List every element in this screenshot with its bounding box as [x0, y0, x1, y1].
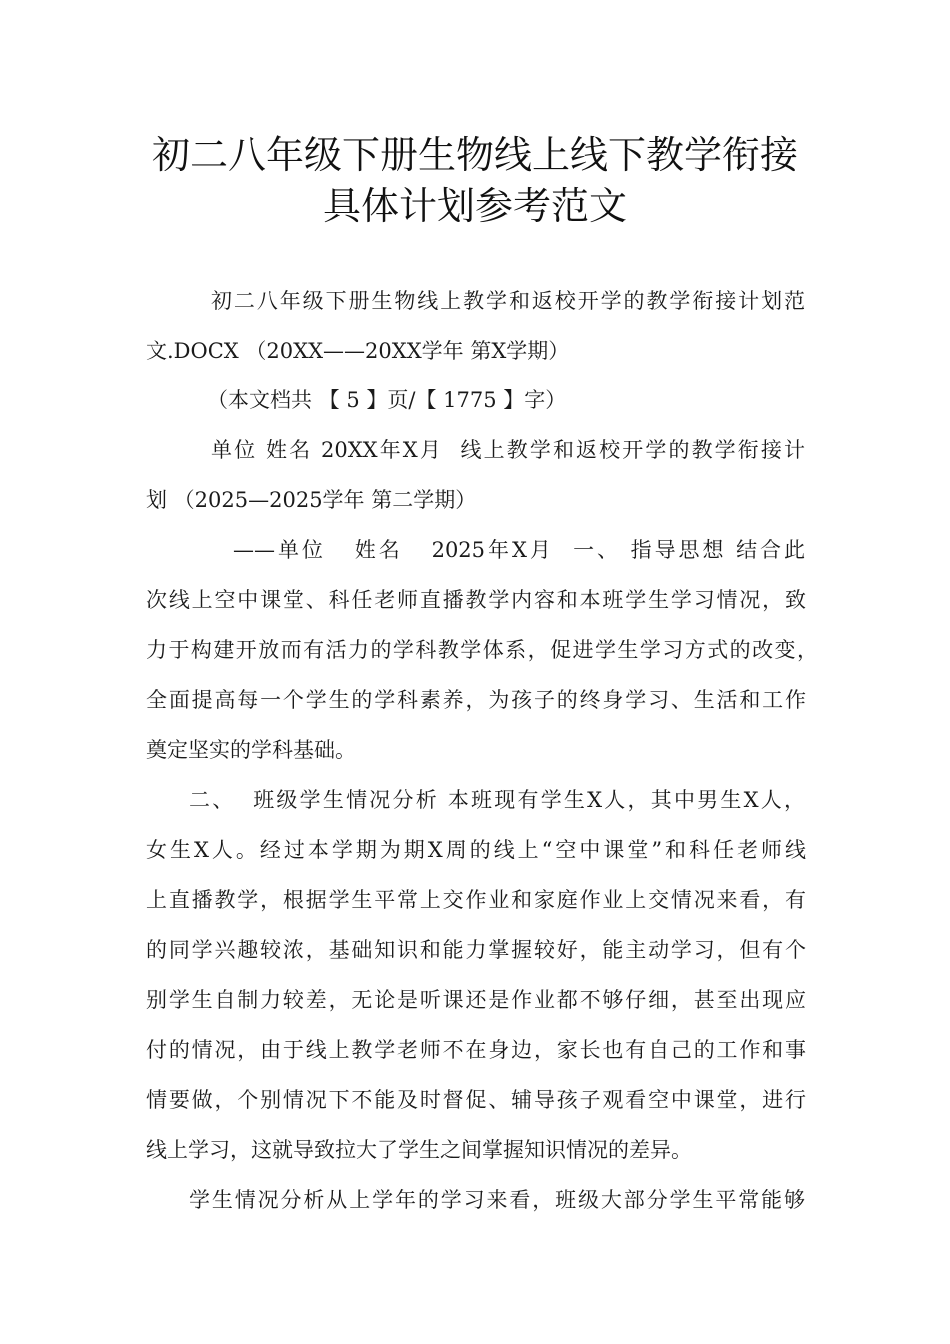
paragraph-line: 学生情况分析从上学年的学习来看，班级大部分学生平常能够: [189, 1188, 805, 1212]
document-title-line-2: 具体计划参考范文: [322, 184, 627, 228]
paragraph-line: 划 （2025—2025学年 第二学期）: [146, 488, 477, 512]
paragraph-line: 女生X人。经过本学期为期X周的线上“空中课堂”和科任老师线: [146, 838, 806, 862]
paragraph-line: 奠定坚实的学科基础。: [146, 738, 356, 762]
paragraph-line: 别学生自制力较差，无论是听课还是作业都不够仔细，甚至出现应: [146, 988, 806, 1012]
paragraph-line: ——单位 姓名 2025年X月 一、 指导思想 结合此: [233, 538, 805, 562]
paragraph-line: 上直播教学，根据学生平常上交作业和家庭作业上交情况来看，有: [146, 888, 806, 912]
paragraph-line: （本文档共 【 5 】页/【 1775 】字）: [207, 388, 567, 412]
paragraph-line: 次线上空中课堂、科任老师直播教学内容和本班学生学习情况，致: [146, 588, 806, 612]
paragraph-line: 付的情况，由于线上教学老师不在身边，家长也有自己的工作和事: [146, 1038, 806, 1062]
paragraph-line: 初二八年级下册生物线上教学和返校开学的教学衔接计划范: [211, 289, 805, 313]
paragraph-line: 线上学习，这就导致拉大了学生之间掌握知识情况的差异。: [146, 1138, 692, 1162]
paragraph-line: 力于构建开放而有活力的学科教学体系，促进学生学习方式的改变，: [146, 638, 818, 662]
paragraph-line: 二、 班级学生情况分析 本班现有学生X人，其中男生X人，: [189, 788, 805, 812]
paragraph-line: 情要做，个别情况下不能及时督促、辅导孩子观看空中课堂，进行: [146, 1088, 806, 1112]
paragraph-line: 的同学兴趣较浓，基础知识和能力掌握较好，能主动学习，但有个: [146, 938, 806, 962]
paragraph-line: 单位 姓名 20XX年X月 线上教学和返校开学的教学衔接计: [211, 438, 805, 462]
document-title-line-1: 初二八年级下册生物线上线下教学衔接: [151, 133, 798, 177]
paragraph-line: 全面提高每一个学生的学科素养，为孩子的终身学习、生活和工作: [146, 688, 806, 712]
paragraph-line: 文.DOCX （20XX——20XX学年 第X学期）: [146, 339, 570, 363]
